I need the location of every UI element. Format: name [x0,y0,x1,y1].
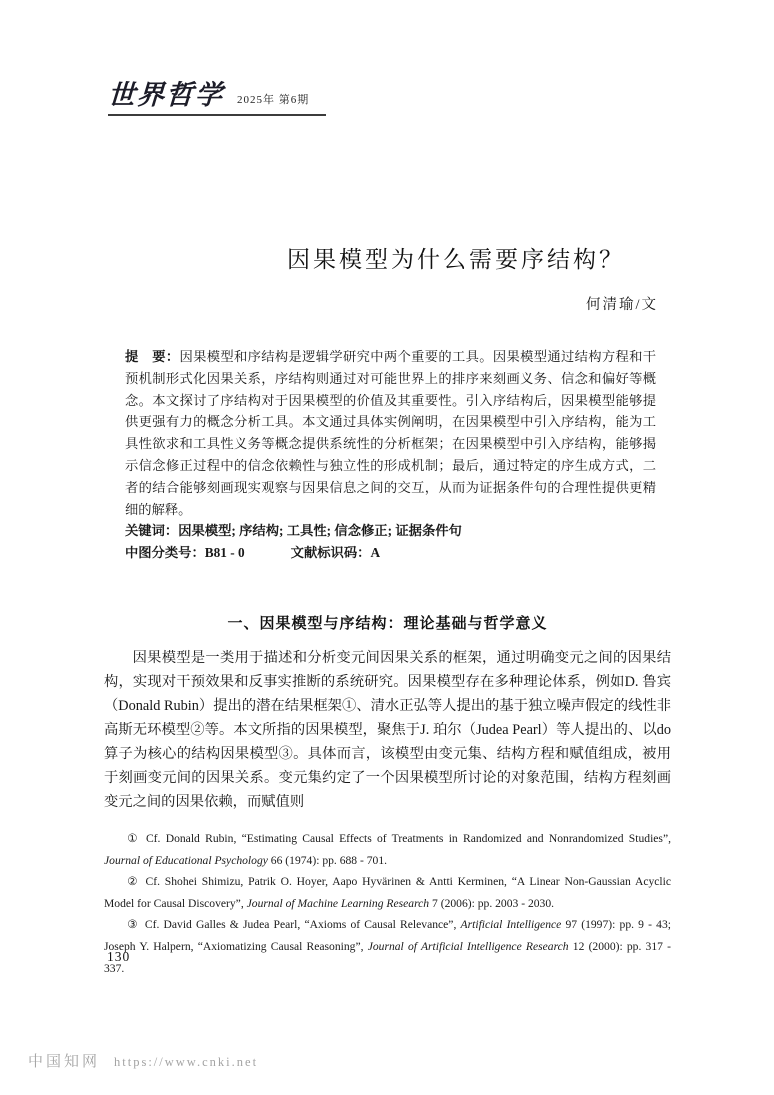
footnote-3-text-end: 12 (2000): pp. 317 - 337. [104,939,671,975]
cnki-watermark [28,1050,258,1071]
footnote-3-marker: ③ [127,918,139,932]
footnote-3-journal-2: Journal of Artificial Intelligence Research [367,939,569,953]
footnote-1-text: Cf. Donald Rubin, “Estimating Causal Effects of Treatments in Randomized and Nonrandomized Studies”, [145,832,671,845]
footnote-2-text-end: 7 (2006): pp. 2003 - 2030. [429,896,555,910]
cnki-url: https://www.cnki.net [114,1055,259,1069]
page-number: 130 [107,949,131,964]
journal-header [108,82,328,116]
body-text [104,646,671,814]
abstract-paragraph [125,346,656,520]
cnki-brand: 中国知网 [28,1054,101,1070]
section-heading: 一、因果模型与序结构：理论基础与哲学意义 [227,616,548,632]
footnote-2-journal: Journal of Machine Learning Research [246,896,430,910]
footnote-1-journal: Journal of Educational Psychology [104,853,268,867]
footnote-3-text-mid: 97 (1997): pp. 9 - 43; Joseph Y. Halpern, “Axiomatizing Causal Reasoning”, [104,918,671,953]
clc-number: 中图分类号：B81 - 0 [125,545,245,561]
footnote-3-journal-1: Artificial Intelligence [460,918,562,932]
footnote-3 [104,914,671,979]
body-paragraph: 因果模型是一类用于描述和分析变元间因果关系的框架，通过明确变元之间的因果结构，实现对干预效果和反事实推断的系统研究。因果模型存在多种理论体系，例如D. 鲁宾（Donald Rubin）提出的潜在结果框架①、清水正弘等人提出的基于独立噪声假定的线性非高斯无环模型②等。本文所指的因果模型，聚焦于J. 珀尔（Judea Pearl）等人提出的、以do算子为核心的结构因果模型③。具体而言，该模型由变元集、结构方程和赋值组成，被用于刻画变元间的因果关系。变元集约定了一个因果模型所讨论的对象范围，结构方程刻画变元之间的因果依赖，而赋值则 [104,650,671,810]
footnote-1-text-end: 66 (1974): pp. 688 - 701. [267,853,388,867]
keywords-line [125,520,656,542]
footnote-1-marker: ① [127,832,140,845]
keywords-text: 因果模型; 序结构; 工具性; 信念修正; 证据条件句 [178,523,462,539]
abstract-label: 提 要： [125,349,180,364]
footnotes [104,828,671,979]
journal-header-rule [108,114,326,116]
footnote-1 [104,828,671,871]
journal-issue: 2025年 第6期 [237,94,310,106]
journal-header-row [108,82,328,109]
footnote-2-marker: ② [127,875,140,889]
keywords-label: 关键词： [125,523,179,539]
classification-line [125,542,656,564]
footnote-2-text: Cf. Shohei Shimizu, Patrik O. Hoyer, Aapo Hyvärinen & Antti Kerminen, “A Linear Non-Gaussian Acyclic Model for Causal Discovery”, [104,875,671,910]
document-code: 文献标识码：A [290,545,381,561]
footnote-2 [104,871,671,914]
footnote-3-text: Cf. David Galles & Judea Pearl, “Axioms of Causal Relevance”, [144,918,461,932]
article-author: 何清瑜/文 [585,297,658,313]
journal-logo: 世界哲学 [107,80,225,110]
article-title: 因果模型为什么需要序结构？ [287,247,625,272]
abstract-text: 因果模型和序结构是逻辑学研究中两个重要的工具。因果模型通过结构方程和干预机制形式化因果关系，序结构则通过对可能世界上的排序来刻画义务、信念和偏好等概念。本文探讨了序结构对于因果模型的价值及其重要性。引入序结构后，因果模型能够提供更强有力的概念分析工具。本文通过具体实例阐明，在因果模型中引入序结构，能为工具性欲求和工具性义务等概念提供系统性的分析框架；在因果模型中引入序结构，能够揭示信念修正过程中的信念依赖性与独立性的形成机制；最后，通过特定的序生成方式，二者的结合能够刻画现实观察与因果信息之间的交互，从而为证据条件句的合理性提供更精细的解释。 [125,349,657,517]
abstract-block [125,346,656,564]
